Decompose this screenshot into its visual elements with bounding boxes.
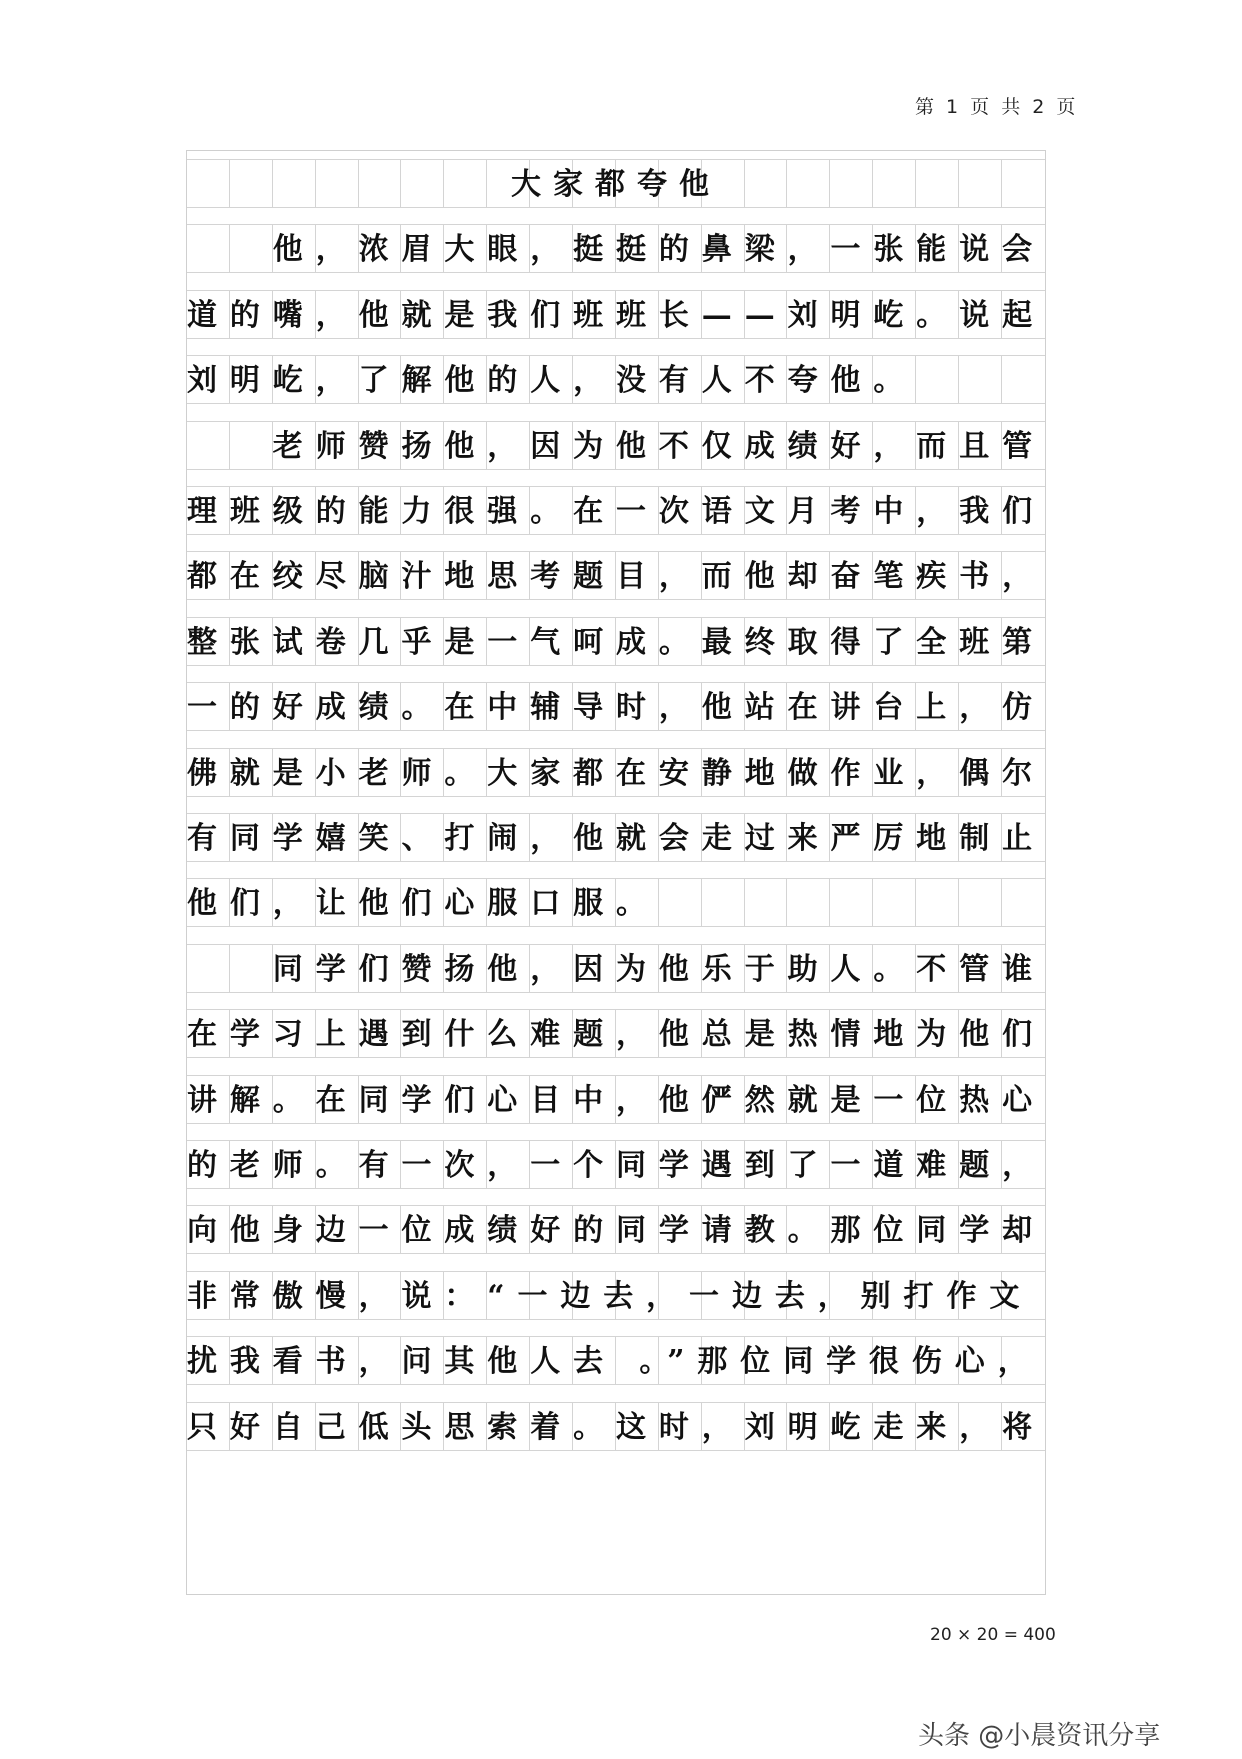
essay-line [187, 682, 1045, 731]
essay-line-text: 讲解。在同学们心目中，他俨然就是一位热心 [187, 1082, 1045, 1118]
title-row [187, 159, 1045, 208]
watermark: 头条 @小晨资讯分享 [918, 1721, 1161, 1751]
essay-line-text: 有同学嬉笑、打闹，他就会走过来严厉地制止 [187, 821, 1045, 856]
essay-line [187, 1402, 1045, 1451]
grid-cell [830, 878, 873, 927]
essay-line [187, 617, 1045, 666]
essay-line [187, 878, 1045, 927]
essay-line [187, 1140, 1045, 1189]
essay-line-text: 同学们赞扬他，因为他乐于助人。不管谁 [187, 951, 1045, 987]
essay-line [187, 1205, 1045, 1254]
essay-line-text: 向他身边一位成绩好的同学请教。那位同学却 [187, 1213, 1045, 1249]
page-number: 第 1 页 共 2 页 [915, 96, 1079, 118]
essay-line [187, 551, 1045, 600]
essay-grid-paper [186, 150, 1046, 1595]
grid-cell [916, 355, 959, 404]
essay-line-text: 都在绞尽脑汁地思考题目，而他却奋笔疾书， [187, 559, 1045, 595]
essay-line [187, 1271, 1045, 1320]
essay-title: 大家都夸他 [511, 167, 721, 202]
essay-line [187, 421, 1045, 470]
essay-line-text: 非常傲慢，说：“一边去，一边去，别打作文 [187, 1278, 1033, 1314]
essay-line [187, 748, 1045, 797]
essay-line-text: 一的好成绩。在中辅导时，他站在讲台上，仿 [187, 690, 1045, 726]
grid-cell [1002, 355, 1045, 404]
essay-line-text: 在学习上遇到什么难题，他总是热情地为他们 [187, 1017, 1045, 1053]
essay-line-text: 理班级的能力很强。在一次语文月考中，我们 [187, 494, 1045, 529]
essay-line-text: 刘明屹，了解他的人，没有人不夸他。 [187, 363, 917, 399]
essay-line-text: 他们，让他们心服口服。 [187, 886, 659, 922]
grid-cell [702, 878, 745, 927]
essay-line [187, 290, 1045, 339]
essay-line-text: 整张试卷几乎是一气呵成。最终取得了全班第 [187, 624, 1045, 660]
grid-cell [959, 878, 1002, 927]
grid-cell [787, 878, 830, 927]
essay-line [187, 1009, 1045, 1058]
essay-line-text: 扰我看书，问其他人去 。”那位同学很伤心， [187, 1344, 1041, 1380]
essay-line [187, 1075, 1045, 1124]
grid-count: 20 × 20 = 400 [930, 1625, 1056, 1645]
essay-line [187, 486, 1045, 535]
essay-line-text: 佛就是小老师。大家都在安静地做作业，偶尔 [187, 755, 1045, 791]
essay-line [187, 944, 1045, 993]
essay-line [187, 355, 1045, 404]
essay-line-text: 他，浓眉大眼，挺挺的鼻梁，一张能说会 [187, 232, 1045, 268]
essay-line-text: 只好自己低头思索着。这时，刘明屹走来，将 [187, 1409, 1045, 1445]
essay-line [187, 1336, 1045, 1385]
essay-line [187, 813, 1045, 862]
grid-cell [916, 878, 959, 927]
essay-line-text: 的老师。有一次，一个同学遇到了一道难题， [187, 1148, 1045, 1183]
grid-cell [1002, 878, 1045, 927]
grid-cell [659, 878, 702, 927]
essay-line-text: 老师赞扬他，因为他不仅成绩好，而且管 [187, 428, 1045, 464]
grid-cell [745, 878, 788, 927]
essay-line-text: 道的嘴，他就是我们班班长——刘明屹。说起 [187, 297, 1045, 333]
essay-line [187, 224, 1045, 273]
grid-cell [959, 355, 1002, 404]
grid-cell [873, 878, 916, 927]
